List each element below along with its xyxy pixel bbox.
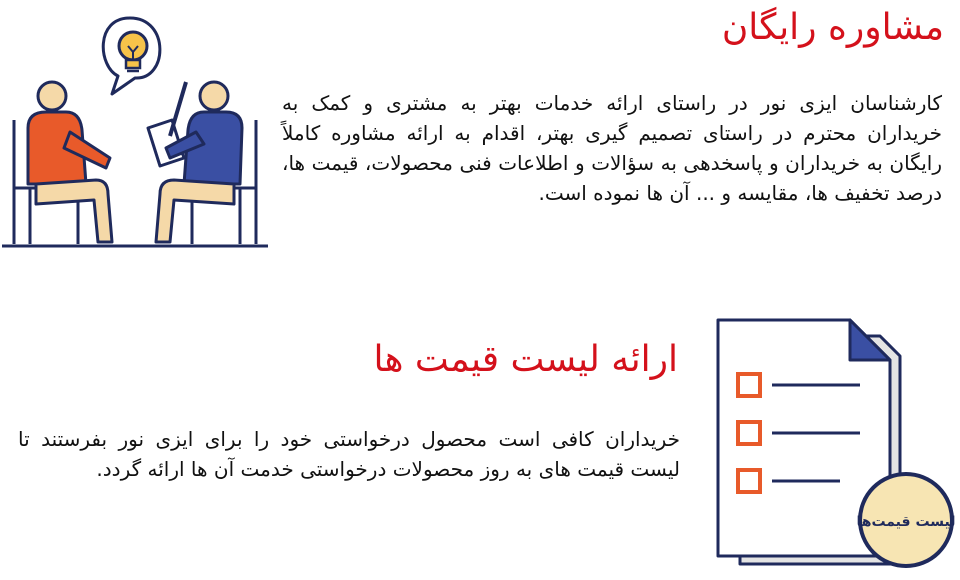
consultation-paragraph: کارشناسان ایزی نور در راستای ارائه خدمات بهتر به مشتری و کمک به خریداران محترم در راستای تصمیم گیری بهتر، اقدام به ارائه مشاوره کاملاً رایگان به خریداران و پاسخدهی به سؤالات و اطلاعات فنی محصولات، قیمت ها، درصد تخفیف ها، مقایسه و ... آن ها نموده است. (282, 91, 942, 205)
consultation-people-icon (0, 8, 280, 258)
price-list-badge-label: لیست قیمت‌ها (856, 514, 956, 530)
price-list-paragraph: خریداران کافی است محصول درخواستی خود را برای ایزی نور بفرستند تا لیست قیمت های به روز محصولات درخواستی خدمت آن ها ارائه گردد. (18, 427, 680, 481)
price-list-title: ارائه لیست قیمت ها (373, 339, 678, 380)
consultation-title: مشاوره رایگان (721, 7, 944, 48)
price-list-document-icon (710, 316, 960, 576)
